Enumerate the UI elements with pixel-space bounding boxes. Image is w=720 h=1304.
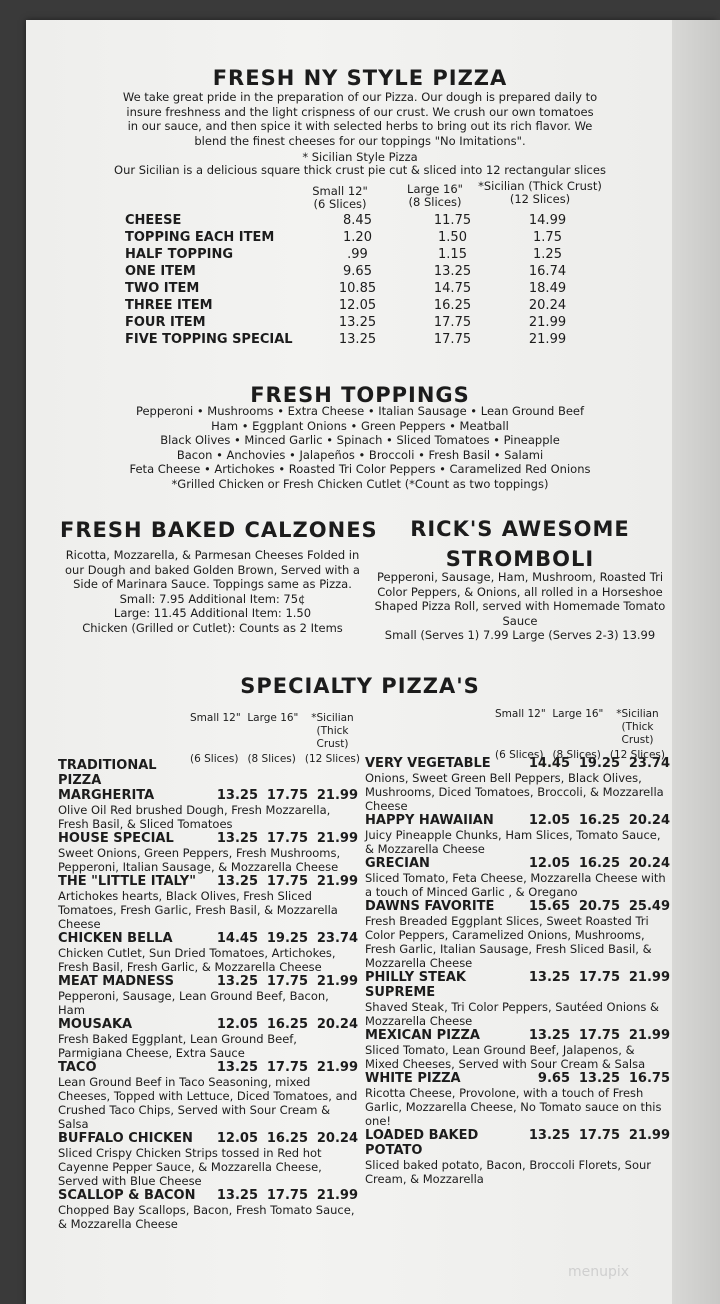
pizza-price-table (125, 212, 595, 348)
pizza-label-cell: TOPPING EACH ITEM (125, 230, 275, 245)
specialty-item-name: BUFFALO CHICKEN (58, 1131, 193, 1146)
specialty-item (58, 974, 358, 1017)
pizza-label-cell: CHEESE (125, 213, 182, 228)
specialty-item-name: TACO (58, 1060, 97, 1075)
specialty-price: 16.25 (578, 813, 620, 828)
pizza-large-cell: 16.25 (433, 298, 472, 313)
specialty-item-name: MARGHERITA (58, 788, 155, 803)
toppings-list (100, 404, 620, 491)
pizza-sicilian-cell: 16.74 (528, 264, 567, 279)
specialty-header-left: Small 12" Large 16" *Sicilian (Thick Crust) (6 Slices) (8 Slices) (12 Slices) (190, 712, 360, 765)
specialty-price: 23.74 (628, 756, 670, 771)
page-fold (672, 20, 720, 1304)
pizza-sicilian-cell: 1.25 (533, 247, 562, 262)
specialty-item-prices (510, 856, 670, 871)
specialty-item (58, 788, 358, 831)
specialty-item-prices (520, 970, 670, 1000)
pizza-small-cell: .99 (347, 247, 368, 262)
specialty-price: 21.99 (628, 1028, 670, 1043)
specialty-price: 21.99 (316, 874, 358, 889)
pizza-price-row (125, 280, 595, 297)
pizza-large-cell: 13.25 (433, 264, 472, 279)
pizza-small-cell: 10.85 (338, 281, 377, 296)
specialty-price: 15.65 (528, 899, 570, 914)
calzones-desc: Ricotta, Mozzarella, & Parmesan Cheeses Folded in our Dough and baked Golden Brown, Served with a Side of Marinara Sauce. Toppings same as Pizza. Small: 7.95 Additional Item: 75¢ Large: 11.45 Additional Item: 1.50 Chicken (Grilled or Cutlet): Counts as 2 Items (65, 548, 360, 635)
pizza-sicilian-cell: 21.99 (528, 332, 567, 347)
specialty-item-name: TRADITIONAL PIZZA (58, 758, 157, 788)
col-header-small: Small 12" (6 Slices) (312, 184, 368, 211)
specialty-item-name: MOUSAKA (58, 1017, 133, 1032)
specialty-item-desc: Onions, Sweet Green Bell Peppers, Black Olives, Mushrooms, Diced Tomatoes, Broccoli, & Mozzarella Cheese (365, 771, 664, 813)
pizza-small-cell: 13.25 (338, 332, 377, 347)
col-header-sicilian: *Sicilian (Thick Crust) (12 Slices) (478, 179, 602, 206)
specialty-price: 21.99 (316, 831, 358, 846)
specialty-item (58, 931, 358, 974)
specialty-price: 12.05 (216, 1017, 258, 1032)
specialty-item-prices (198, 974, 358, 989)
sicilian-heading: * Sicilian Style Pizza (302, 150, 418, 164)
specialty-item-prices (198, 874, 358, 889)
specialty-price: 13.25 (216, 1188, 258, 1203)
specialty-price: 16.25 (578, 856, 620, 871)
pizza-label-cell: HALF TOPPING (125, 247, 233, 262)
specialty-price: 21.99 (316, 1188, 358, 1203)
specialty-item-prices (201, 758, 358, 788)
specialty-item-name: SCALLOP & BACON (58, 1188, 196, 1203)
specialty-title: SPECIALTY PIZZA'S (240, 674, 480, 698)
pizza-label-cell: FIVE TOPPING SPECIAL (125, 332, 293, 347)
specialty-price: 13.25 (216, 874, 258, 889)
pizza-large-cell: 14.75 (433, 281, 472, 296)
specialty-item-name: WHITE PIZZA (365, 1071, 461, 1086)
stromboli-desc: Pepperoni, Sausage, Ham, Mushroom, Roasted Tri Color Peppers, & Onions, all rolled in a Horseshoe Shaped Pizza Roll, served with Homemade Tomato Sauce Small (Serves 1) 7.99 Large (Serves 2-3) 13.99 (374, 570, 666, 642)
specialty-price: 9.65 (537, 1071, 570, 1086)
specialty-item-desc: Sliced baked potato, Bacon, Broccoli Florets, Sour Cream, & Mozzarella (365, 1158, 652, 1186)
specialty-item-name: DAWNS FAVORITE (365, 899, 495, 914)
specialty-item-name: MEXICAN PIZZA (365, 1028, 480, 1043)
pizza-title: FRESH NY STYLE PIZZA (212, 66, 508, 90)
pizza-small-cell: 9.65 (343, 264, 372, 279)
pizza-label-cell: TWO ITEM (125, 281, 200, 296)
specialty-item-desc: Fresh Baked Eggplant, Lean Ground Beef, Parmigiana Cheese, Extra Sauce (58, 1032, 297, 1060)
specialty-price: 20.24 (316, 1017, 358, 1032)
specialty-item-prices (198, 831, 358, 846)
specialty-price: 12.05 (216, 1131, 258, 1146)
specialty-item-desc: Sliced Tomato, Feta Cheese, Mozzarella Cheese with a touch of Minced Garlic , & Oregano (365, 871, 666, 899)
specialty-item-prices (198, 788, 358, 803)
specialty-item-name: GRECIAN (365, 856, 430, 871)
specialty-right-column (365, 756, 670, 1186)
specialty-price: 13.25 (528, 1128, 570, 1143)
specialty-price: 21.99 (628, 1128, 670, 1143)
pizza-sicilian-cell: 14.99 (528, 213, 567, 228)
specialty-price: 20.24 (628, 856, 670, 871)
specialty-item-prices (510, 813, 670, 828)
specialty-item (58, 831, 358, 874)
toppings-title: FRESH TOPPINGS (250, 383, 470, 407)
specialty-price: 16.75 (628, 1071, 670, 1086)
pizza-price-row (125, 314, 595, 331)
specialty-price: 14.45 (216, 931, 258, 946)
specialty-item-prices (510, 756, 670, 771)
specialty-price: 19.25 (266, 931, 308, 946)
specialty-price: 21.99 (316, 974, 358, 989)
specialty-item-name: HAPPY HAWAIIAN (365, 813, 494, 828)
specialty-item-prices (198, 1131, 358, 1146)
specialty-price: 17.75 (266, 1060, 308, 1075)
specialty-price: 20.24 (628, 813, 670, 828)
specialty-item-desc: Sliced Tomato, Lean Ground Beef, Jalapenos, & Mixed Cheeses, Served with Sour Cream & Salsa (365, 1043, 646, 1071)
pizza-small-cell: 12.05 (338, 298, 377, 313)
specialty-item-prices (198, 1017, 358, 1032)
specialty-price: 17.75 (266, 788, 308, 803)
pizza-small-cell: 8.45 (343, 213, 372, 228)
specialty-item-prices (510, 899, 670, 914)
specialty-price: 13.25 (216, 831, 258, 846)
specialty-item (365, 970, 670, 1028)
specialty-item-name: LOADED BAKED POTATO (365, 1128, 479, 1158)
pizza-large-cell: 1.15 (438, 247, 467, 262)
specialty-price: 17.75 (266, 831, 308, 846)
col-header-large: Large 16" (8 Slices) (407, 182, 463, 209)
specialty-price: 21.99 (316, 1060, 358, 1075)
specialty-item-desc: Ricotta Cheese, Provolone, with a touch of Fresh Garlic, Mozzarella Cheese, No Tomato sauce on this one! (365, 1086, 662, 1128)
specialty-item-desc: Chicken Cutlet, Sun Dried Tomatoes, Artichokes, Fresh Basil, Fresh Garlic, & Mozzarella Cheese (58, 946, 336, 974)
specialty-item-name: MEAT MADNESS (58, 974, 174, 989)
topping-line: *Grilled Chicken or Fresh Chicken Cutlet (*Count as two toppings) (171, 476, 549, 491)
specialty-price: 13.25 (528, 1028, 570, 1043)
specialty-price: 13.25 (216, 788, 258, 803)
pizza-sicilian-cell: 21.99 (528, 315, 567, 330)
specialty-price: 12.05 (528, 813, 570, 828)
specialty-price: 13.25 (216, 1060, 258, 1075)
pizza-large-cell: 11.75 (433, 213, 472, 228)
specialty-item-name: CHICKEN BELLA (58, 931, 173, 946)
specialty-price: 20.24 (316, 1131, 358, 1146)
pizza-label-cell: FOUR ITEM (125, 315, 206, 330)
pizza-small-cell: 1.20 (343, 230, 372, 245)
pizza-label-cell: ONE ITEM (125, 264, 196, 279)
topping-line: Black Olives • Minced Garlic • Spinach • Sliced Tomatoes • Pineapple (160, 433, 560, 447)
specialty-item-desc: Pepperoni, Sausage, Lean Ground Beef, Bacon, Ham (58, 989, 329, 1017)
specialty-price: 16.25 (266, 1131, 308, 1146)
topping-line: Pepperoni • Mushrooms • Extra Cheese • Italian Sausage • Lean Ground Beef (135, 404, 585, 418)
pizza-sicilian-cell: 20.24 (528, 298, 567, 313)
specialty-item (58, 758, 358, 788)
specialty-price: 13.25 (216, 974, 258, 989)
pizza-price-row (125, 246, 595, 263)
specialty-price: 19.25 (578, 756, 620, 771)
pizza-large-cell: 1.50 (438, 230, 467, 245)
specialty-price: 17.75 (578, 970, 620, 985)
specialty-item-name: VERY VEGETABLE (365, 756, 491, 771)
specialty-item-prices (198, 1060, 358, 1075)
specialty-item-name: HOUSE SPECIAL (58, 831, 174, 846)
specialty-price: 13.25 (578, 1071, 620, 1086)
pizza-price-row (125, 263, 595, 280)
specialty-item (58, 1017, 358, 1060)
topping-line: Ham • Eggplant Onions • Green Peppers • Meatball (211, 418, 509, 433)
specialty-item-desc: Chopped Bay Scallops, Bacon, Fresh Tomato Sauce, & Mozzarella Cheese (58, 1203, 355, 1231)
specialty-item (58, 874, 358, 931)
specialty-price: 16.25 (266, 1017, 308, 1032)
specialty-header-right: Small 12" Large 16" *Sicilian (Thick Crust) (6 Slices) (8 Slices) (12 Slices) (495, 708, 665, 761)
specialty-price: 17.75 (578, 1128, 620, 1143)
pizza-price-row (125, 229, 595, 246)
specialty-price: 21.99 (316, 788, 358, 803)
specialty-item-prices (198, 1188, 358, 1203)
specialty-item-prices (510, 1028, 670, 1043)
pizza-intro: We take great pride in the preparation of our Pizza. Our dough is prepared daily to insure freshness and the light crispness of our crust. We crush our own tomatoes in our sauce, and then spice it with selected herbs to bring out its rich flavor. We blend the finest cheeses for our toppings "No Imitations". (122, 90, 598, 148)
specialty-item-desc: Lean Ground Beef in Taco Seasoning, mixed Cheeses, Topped with Lettuce, Diced Tomatoes, and Crushed Taco Chips, Served with Sour Cream & Salsa (58, 1075, 358, 1131)
specialty-item (365, 1071, 670, 1128)
sicilian-desc: Our Sicilian is a delicious square thick crust pie cut & sliced into 12 rectangular slices (114, 163, 606, 177)
specialty-item-desc: Fresh Breaded Eggplant Slices, Sweet Roasted Tri Color Peppers, Caramelized Onions, Mushrooms, Fresh Garlic, Italian Sausage, Fresh Sliced Basil, & Mozzarella Cheese (365, 914, 652, 970)
specialty-item (365, 813, 670, 856)
pizza-sicilian-cell: 1.75 (533, 230, 562, 245)
specialty-price: 14.45 (528, 756, 570, 771)
pizza-label-cell: THREE ITEM (125, 298, 213, 313)
specialty-price: 25.49 (628, 899, 670, 914)
specialty-item-name: THE "LITTLE ITALY" (58, 874, 196, 889)
specialty-item (58, 1188, 358, 1231)
specialty-item (365, 1028, 670, 1071)
pizza-price-row (125, 297, 595, 314)
specialty-item-desc: Artichokes hearts, Black Olives, Fresh Sliced Tomatoes, Fresh Garlic, Fresh Basil, & Mozzarella Cheese (58, 889, 338, 931)
stromboli-title: RICK'S AWESOME STROMBOLI (410, 517, 630, 571)
specialty-item-name: PHILLY STEAK SUPREME (365, 970, 466, 1000)
specialty-item (365, 756, 670, 813)
specialty-item-desc: Sliced Crispy Chicken Strips tossed in Red hot Cayenne Pepper Sauce, & Mozzarella Cheese, Served with Blue Cheese (58, 1146, 322, 1188)
specialty-price: 20.75 (578, 899, 620, 914)
specialty-price: 17.75 (578, 1028, 620, 1043)
pizza-price-row (125, 331, 595, 348)
pizza-small-cell: 13.25 (338, 315, 377, 330)
pizza-sicilian-cell: 18.49 (528, 281, 567, 296)
specialty-item-prices (198, 931, 358, 946)
specialty-price: 17.75 (266, 874, 308, 889)
pizza-large-cell: 17.75 (433, 332, 472, 347)
specialty-item (365, 1128, 670, 1186)
specialty-left-column (58, 758, 358, 1231)
specialty-item (365, 899, 670, 970)
specialty-item-desc: Juicy Pineapple Chunks, Ham Slices, Tomato Sauce, & Mozzarella Cheese (365, 828, 661, 856)
specialty-item (365, 856, 670, 899)
watermark: menupix (568, 1264, 630, 1280)
specialty-item-prices (510, 1071, 670, 1086)
pizza-price-row (125, 212, 595, 229)
calzones-title: FRESH BAKED CALZONES (60, 518, 378, 542)
specialty-price: 12.05 (528, 856, 570, 871)
specialty-item (58, 1060, 358, 1131)
pizza-large-cell: 17.75 (433, 315, 472, 330)
specialty-price: 17.75 (266, 1188, 308, 1203)
specialty-price: 13.25 (528, 970, 570, 985)
specialty-item-desc: Shaved Steak, Tri Color Peppers, Sautéed Onions & Mozzarella Cheese (365, 1000, 659, 1028)
topping-line: Feta Cheese • Artichokes • Roasted Tri Color Peppers • Caramelized Red Onions (129, 462, 591, 476)
specialty-price: 21.99 (628, 970, 670, 985)
specialty-price: 17.75 (266, 974, 308, 989)
specialty-item-desc: Olive Oil Red brushed Dough, Fresh Mozzarella, Fresh Basil, & Sliced Tomatoes (58, 803, 331, 831)
specialty-item-prices (520, 1128, 670, 1158)
topping-line: Bacon • Anchovies • Jalapeños • Broccoli • Fresh Basil • Salami (176, 447, 544, 462)
specialty-item (58, 1131, 358, 1188)
specialty-item-desc: Sweet Onions, Green Peppers, Fresh Mushrooms, Pepperoni, Italian Sausage, & Mozzarella Cheese (58, 846, 341, 874)
specialty-price: 23.74 (316, 931, 358, 946)
